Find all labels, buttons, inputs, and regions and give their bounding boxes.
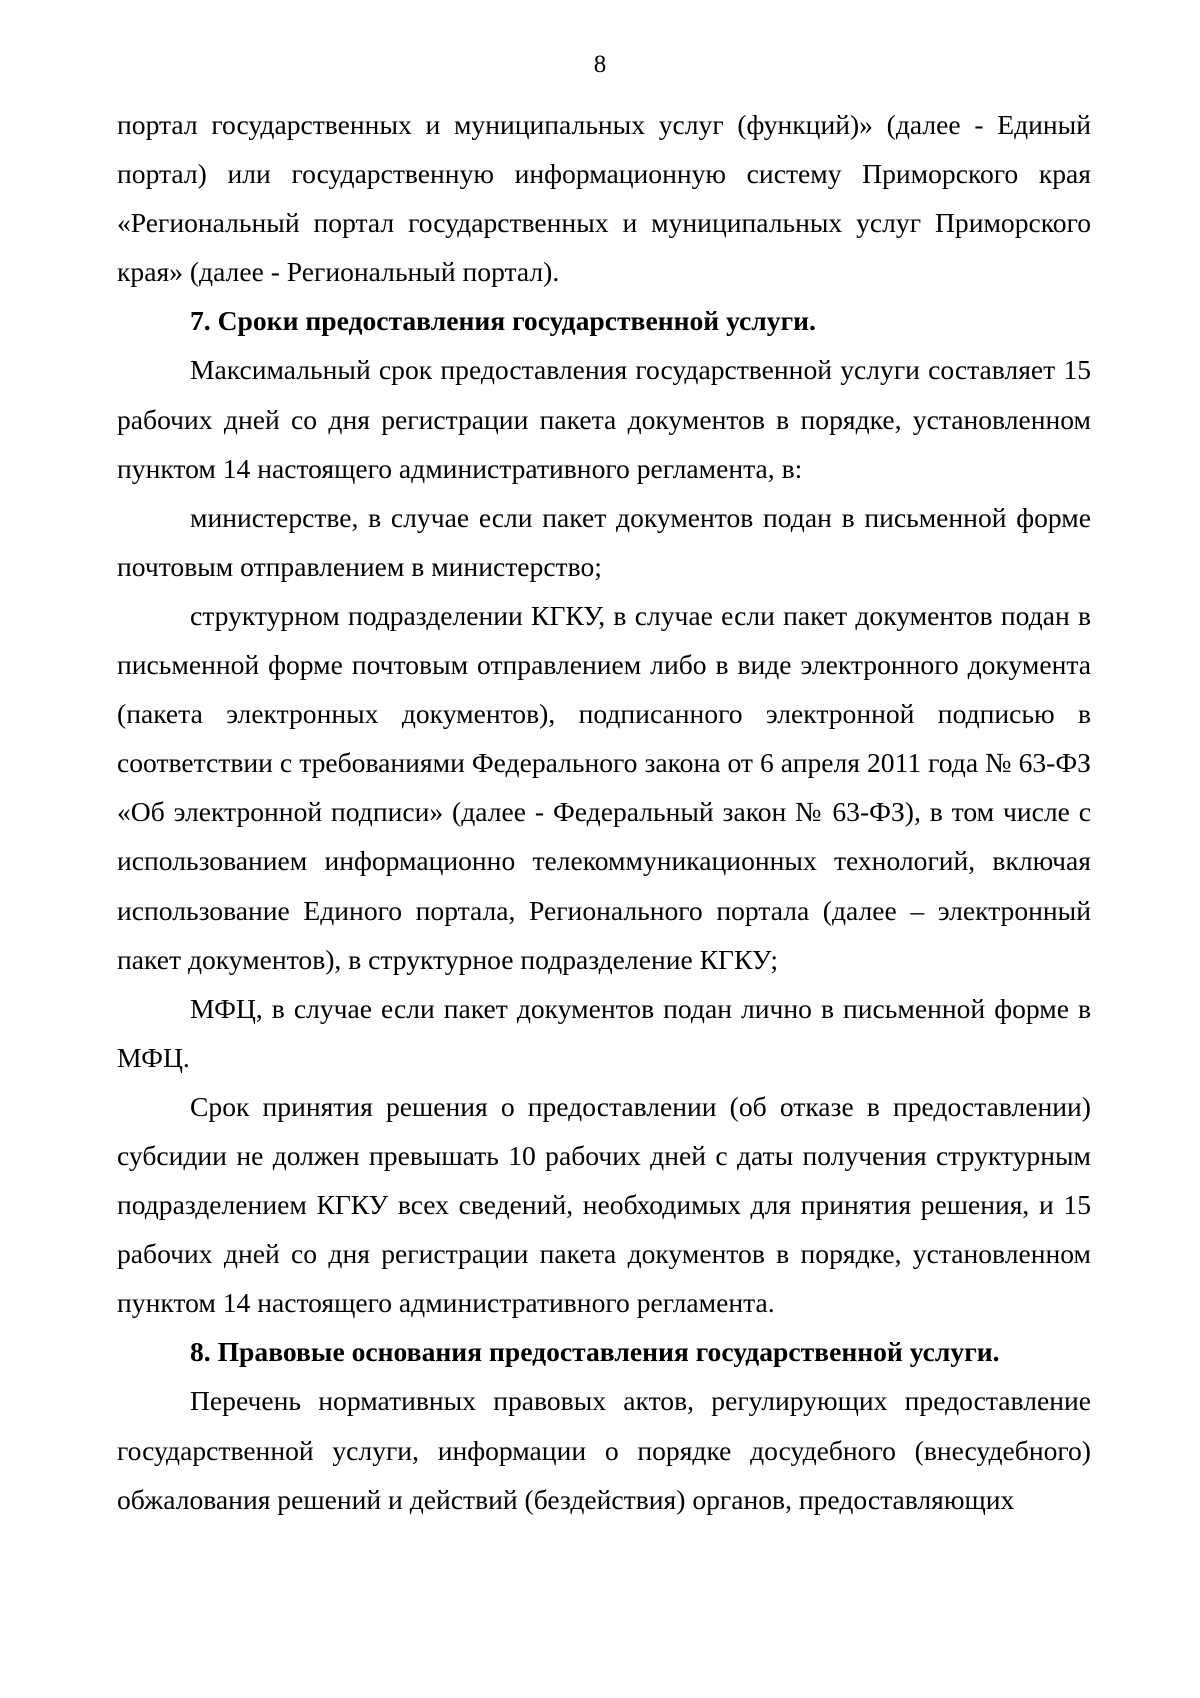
paragraph-max-term: Максимальный срок предоставления государственной услуги составляет 15 рабочих дней со дня регистрации пакета документов в порядке, установленном пунктом 14 настоящего административного регламента, в: (117, 354, 1091, 484)
section-heading-7: 7. Сроки предоставления государственной услуги. (190, 305, 816, 337)
document-body (117, 100, 1091, 1524)
paragraph-legal-acts: Перечень нормативных правовых актов, регулирующих предоставление государственной услуги, информации о порядке досудебного (внесудебного) обжалования решений и действий (бездействия) органов, предоставляющих (117, 1385, 1091, 1515)
page-number: 8 (593, 51, 607, 78)
paragraph-ministry: министерстве, в случае если пакет документов подан в письменной форме почтовым отправлением в министерство; (117, 501, 1091, 582)
paragraph-decision-term: Срок принятия решения о предоставлении (об отказе в предоставлении) субсидии не должен превышать 10 рабочих дней с даты получения структурным подразделением КГКУ всех сведений, необходимых для принятия решения, и 15 рабочих дней со дня регистрации пакета документов в порядке, установленном пунктом 14 настоящего административного регламента. (117, 1090, 1091, 1319)
section-heading-8: 8. Правовые основания предоставления государственной услуги. (190, 1336, 1000, 1368)
paragraph-mfc: МФЦ, в случае если пакет документов подан лично в письменной форме в МФЦ. (117, 992, 1091, 1073)
paragraph-kgku: структурном подразделении КГКУ, в случае если пакет документов подан в письменной форме почтовым отправлением либо в виде электронного документа (пакета электронных документов), подписанного электронной подписью в соответствии с требованиями Федерального закона от 6 апреля 2011 года № 63-ФЗ «Об электронной подписи» (далее - Федеральный закон № 63-ФЗ), в том числе с использованием информационно телекоммуникационных технологий, включая использование Единого портала, Регионального портала (далее – электронный пакет документов), в структурное подразделение КГКУ; (117, 599, 1091, 975)
paragraph-portal-continuation: портал государственных и муниципальных услуг (функций)» (далее - Единый портал) или государственную информационную систему Приморского края «Региональный портал государственных и муниципальных услуг Приморского края» (далее - Региональный портал). (117, 109, 1091, 288)
